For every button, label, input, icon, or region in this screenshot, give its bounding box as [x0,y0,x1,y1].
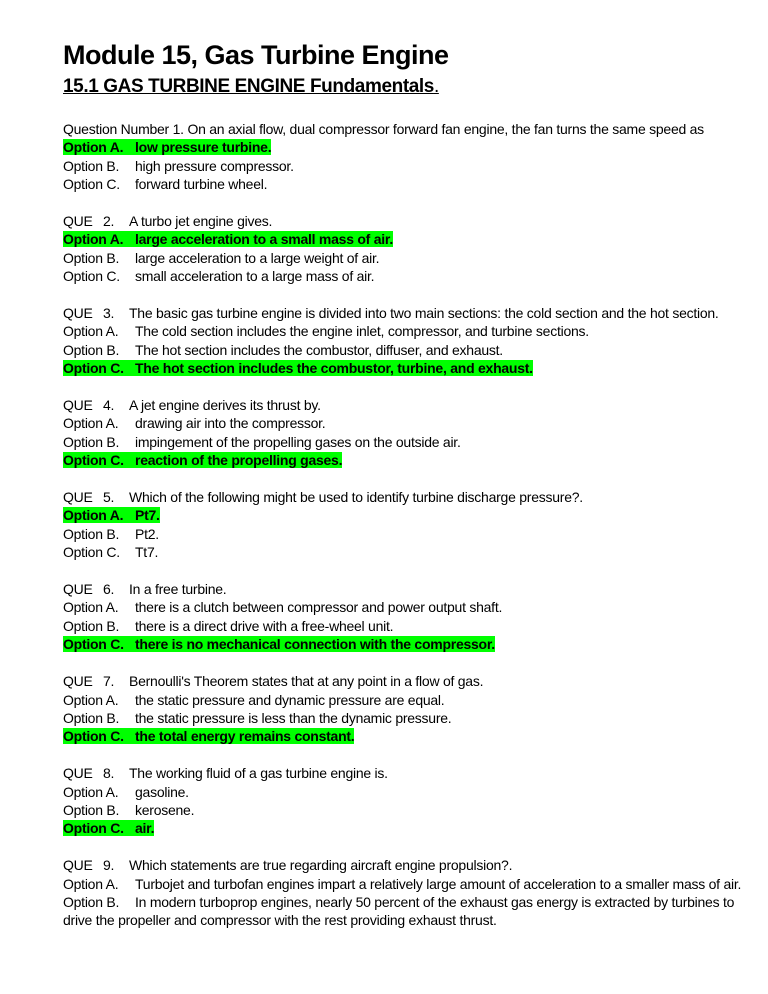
option-a [63,598,745,616]
question-9 [63,856,745,930]
question-body: On an axial flow, dual compressor forward fan engine, the fan turns the same speed as [187,121,704,137]
option-b [63,433,745,451]
question-number: Question Number 1. [63,121,184,137]
question-body: Which of the following might be used to identify turbine discharge pressure?. [129,489,583,506]
option-text: large acceleration to a small mass of air. [135,231,393,248]
option-text: air. [135,820,155,837]
question-2 [63,212,745,286]
question-text [63,488,745,506]
option-c [63,543,745,561]
option-text: there is a clutch between compressor and power output shaft. [135,599,503,616]
question-prefix: QUE [63,213,93,230]
question-number: 6. [103,581,115,598]
question-number: 2. [103,213,115,230]
option-label: Option A. [63,231,124,248]
option-label: Option C. [63,636,124,653]
option-label: Option A. [63,783,119,800]
option-label: Option C. [63,176,120,193]
option-text: low pressure turbine. [135,139,272,156]
question-number: 5. [103,489,115,506]
question-text [63,212,745,230]
option-a [63,322,745,340]
question-text [63,304,745,322]
option-c-correct [63,451,745,469]
option-label: Option B. [63,341,120,358]
question-body: A jet engine derives its thrust by. [129,397,321,414]
question-body: In a free turbine. [129,581,227,598]
question-1 [63,120,745,194]
question-prefix: QUE [63,857,93,874]
question-body: Bernoulli's Theorem states that at any point in a flow of gas. [129,673,484,690]
question-number: 8. [103,765,115,782]
question-body: The working fluid of a gas turbine engine is. [129,765,388,782]
option-label: Option A. [63,415,119,432]
question-prefix: QUE [63,673,93,690]
option-label: Option B. [63,617,120,634]
module-title: Module 15, Gas Turbine Engine [63,40,449,70]
option-text: The cold section includes the engine inlet, compressor, and turbine sections. [135,323,589,340]
option-a [63,875,745,893]
option-text: Turbojet and turbofan engines impart a relatively large amount of acceleration to a smaller mass of air. [135,875,742,892]
section-title-text: 15.1 GAS TURBINE ENGINE Fundamentals [63,76,434,97]
option-label: Option B. [63,249,120,266]
option-text: Pt2. [135,525,159,542]
option-text: small acceleration to a large mass of air. [135,268,375,285]
option-text: The hot section includes the combustor, diffuser, and exhaust. [135,341,503,358]
option-a-correct [63,230,745,248]
option-b [63,341,745,359]
question-8 [63,764,745,838]
option-label: Option B. [63,893,120,910]
question-5 [63,488,745,562]
question-number: 7. [103,673,115,690]
option-label: Option A. [63,691,119,708]
option-text: the total energy remains constant. [135,728,355,745]
question-text [63,672,745,690]
option-label: Option C. [63,544,120,561]
question-text [63,396,745,414]
option-text: Pt7. [135,507,160,524]
option-text: drawing air into the compressor. [135,415,326,432]
option-a-correct [63,506,745,524]
option-b [63,525,745,543]
question-4 [63,396,745,470]
option-b [63,801,745,819]
option-label: Option A. [63,139,124,156]
question-text [63,764,745,782]
question-text [63,856,745,874]
question-prefix: QUE [63,489,93,506]
option-label: Option A. [63,507,124,524]
option-label: Option C. [63,820,124,837]
option-text: the static pressure and dynamic pressure are equal. [135,691,445,708]
question-7 [63,672,745,746]
option-a [63,414,745,432]
option-text: In modern turboprop engines, nearly 50 percent of the exhaust gas energy is extracted by turbines to drive the propeller and compressor with the rest providing exhaust thrust. [63,893,735,929]
option-label: Option B. [63,525,120,542]
option-c-correct [63,635,745,653]
option-b [63,249,745,267]
question-list [63,120,745,948]
question-prefix: QUE [63,765,93,782]
question-text [63,120,745,138]
option-text: gasoline. [135,783,189,800]
question-3 [63,304,745,378]
option-label: Option A. [63,875,119,892]
question-number: 3. [103,305,115,322]
option-label: Option B. [63,433,120,450]
section-title [63,76,439,98]
option-b [63,617,745,635]
option-b [63,157,745,175]
option-label: Option C. [63,452,124,469]
question-prefix: QUE [63,397,93,414]
option-b [63,709,745,727]
question-body: Which statements are true regarding aircraft engine propulsion?. [129,857,513,874]
option-text: large acceleration to a large weight of air. [135,249,380,266]
option-text: there is no mechanical connection with the compressor. [135,636,495,653]
question-body: A turbo jet engine gives. [129,213,273,230]
option-c-correct [63,359,745,377]
option-text: the static pressure is less than the dynamic pressure. [135,709,452,726]
option-label: Option A. [63,599,119,616]
option-text: impingement of the propelling gases on the outside air. [135,433,461,450]
option-c-correct [63,819,745,837]
question-6 [63,580,745,654]
option-text: Tt7. [135,544,159,561]
option-label: Option B. [63,157,120,174]
option-a [63,783,745,801]
option-label: Option C. [63,268,120,285]
question-prefix: QUE [63,581,93,598]
option-text: high pressure compressor. [135,157,294,174]
question-prefix: QUE [63,305,93,322]
option-text: kerosene. [135,801,195,818]
option-text: The hot section includes the combustor, turbine, and exhaust. [135,360,533,377]
option-label: Option C. [63,728,124,745]
option-text: forward turbine wheel. [135,176,268,193]
option-c [63,175,745,193]
option-b [63,893,745,930]
question-number: 9. [103,857,115,874]
question-text [63,580,745,598]
question-number: 4. [103,397,115,414]
section-title-period: . [433,76,439,97]
option-a-correct [63,138,745,156]
option-a [63,691,745,709]
option-c-correct [63,727,745,745]
question-body: The basic gas turbine engine is divided into two main sections: the cold section and the hot section. [129,305,719,322]
option-c [63,267,745,285]
option-label: Option B. [63,801,120,818]
option-label: Option A. [63,323,119,340]
option-text: there is a direct drive with a free-wheel unit. [135,617,394,634]
option-label: Option B. [63,709,120,726]
option-label: Option C. [63,360,124,377]
option-text: reaction of the propelling gases. [135,452,343,469]
